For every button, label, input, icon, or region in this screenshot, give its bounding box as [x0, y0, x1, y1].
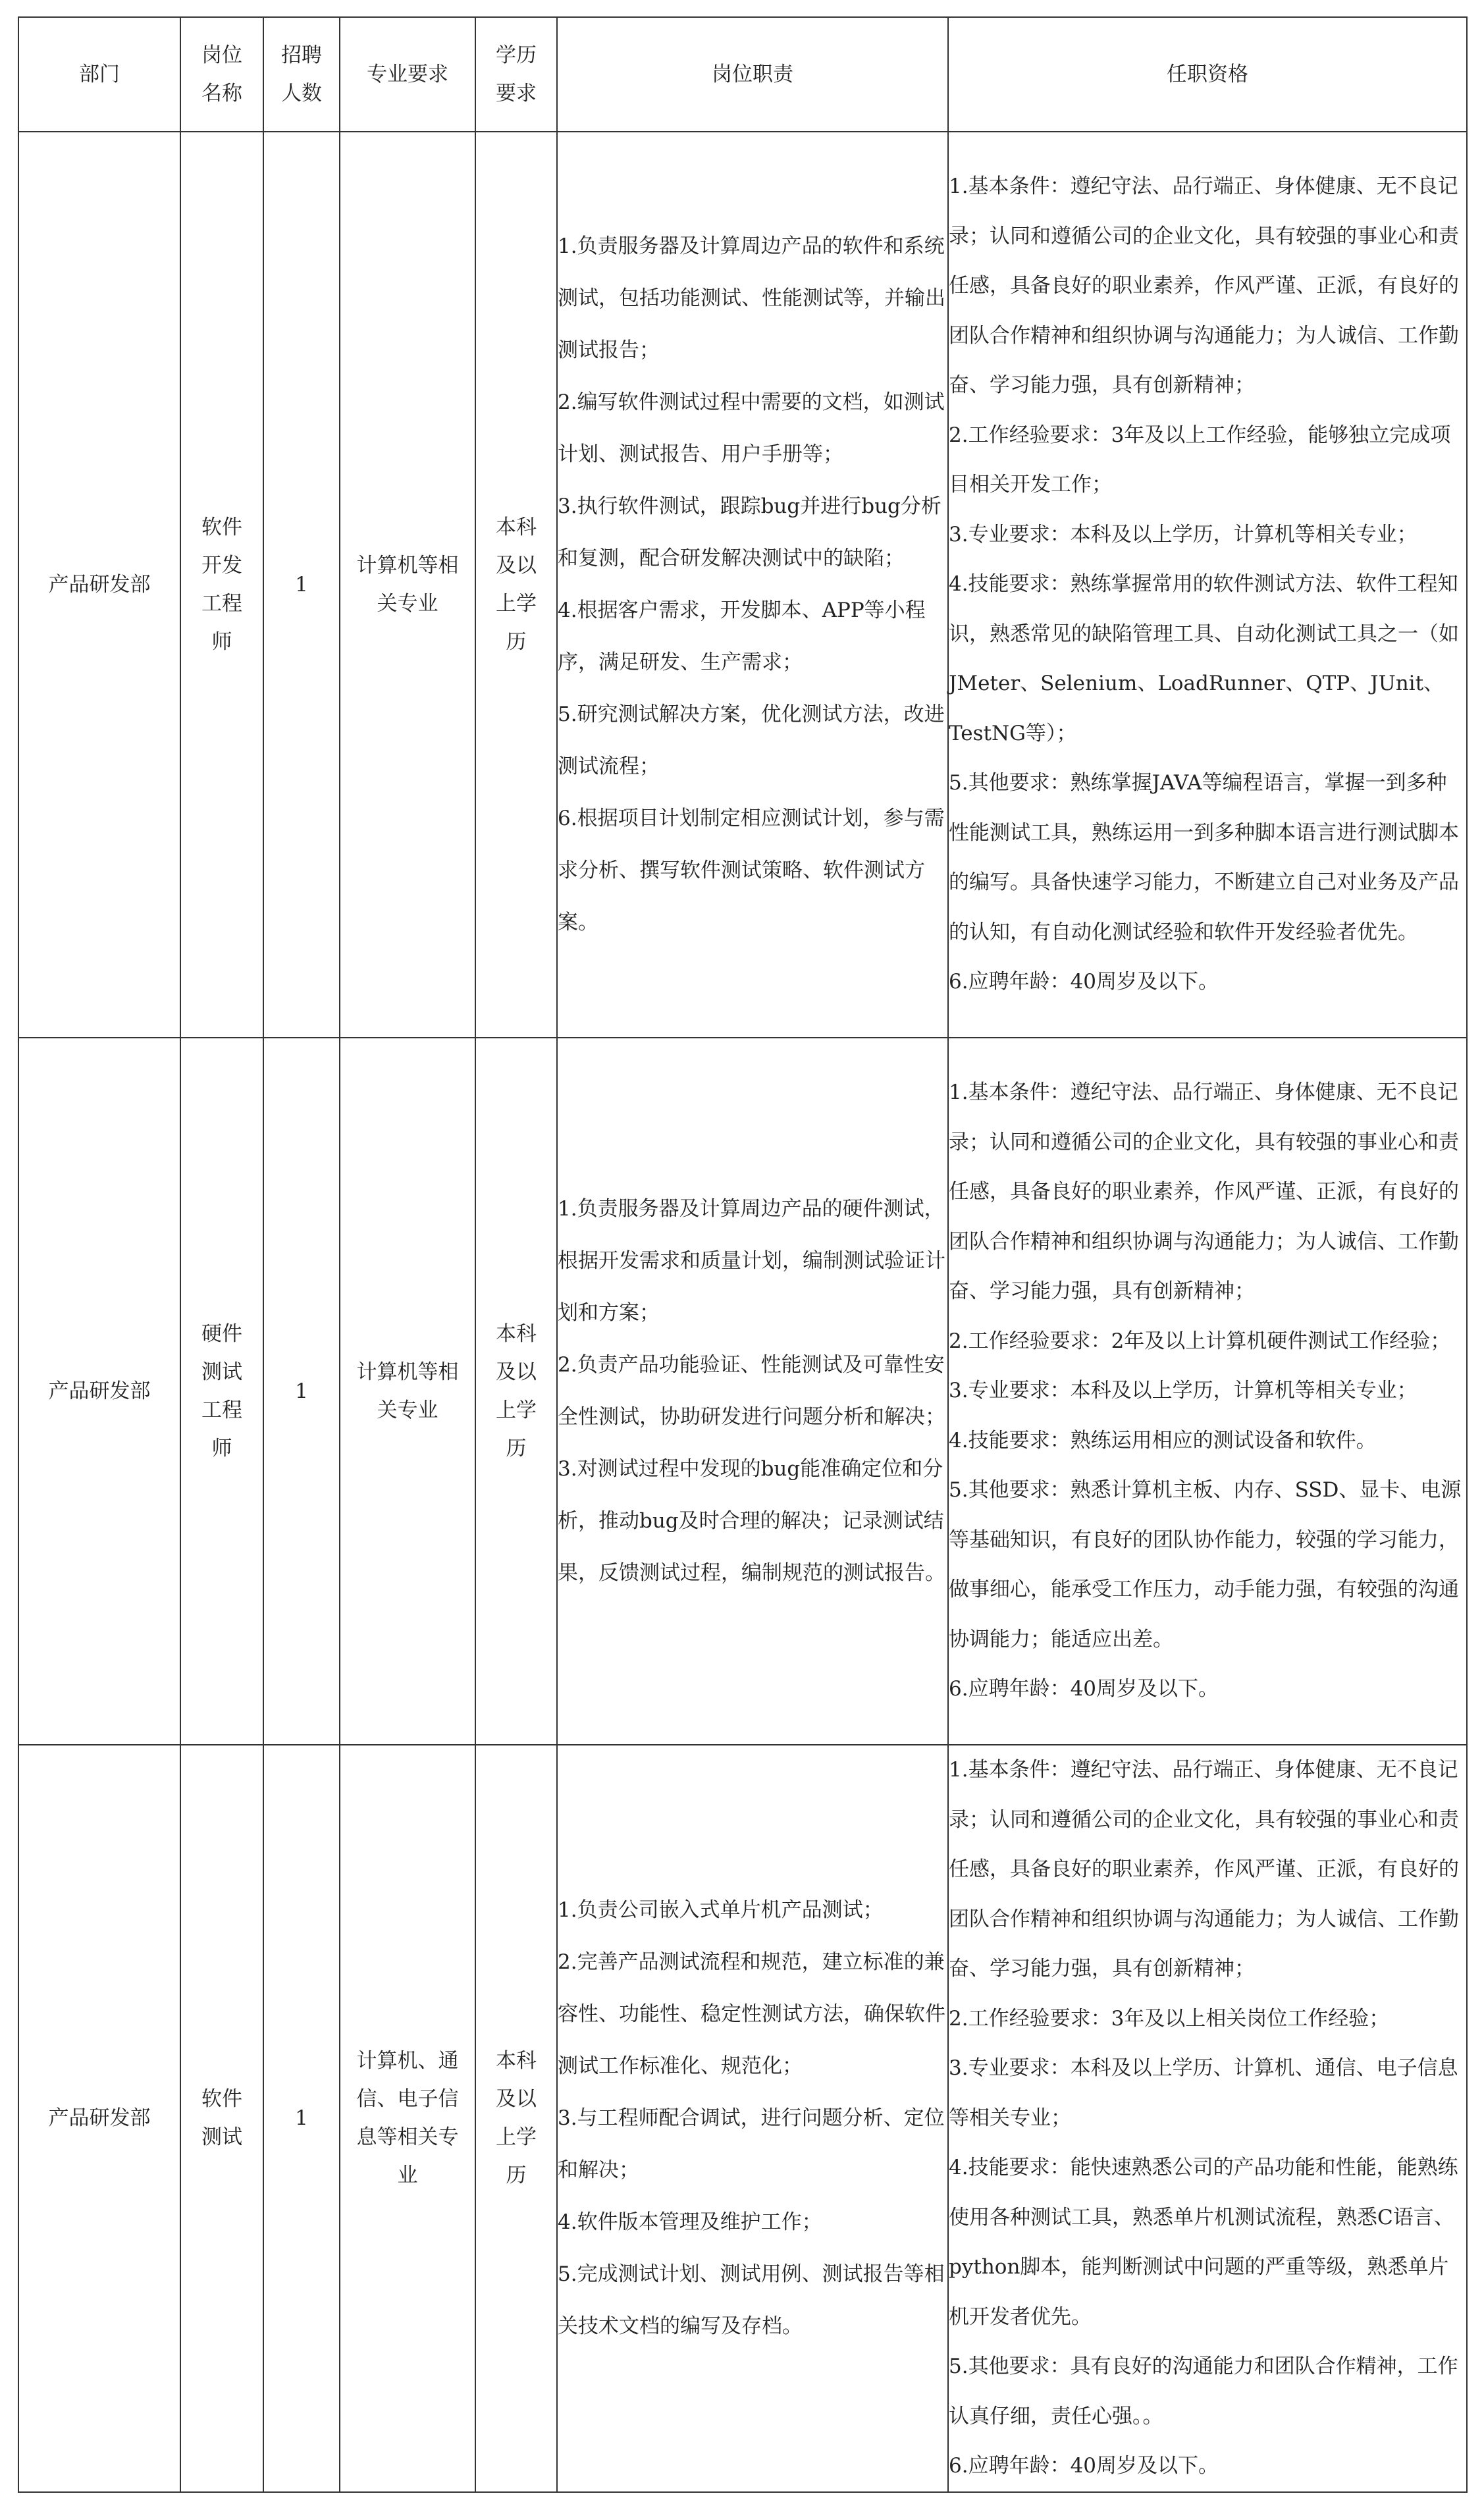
recruitment-table	[18, 16, 1468, 2493]
qualification-item: 5.其他要求：熟悉计算机主板、内存、SSD、显卡、电源等基础知识，有良好的团队协作能力，较强的学习能力，做事细心，能承受工作压力，动手能力强，有较强的沟通协调能力；能适应出差。	[949, 1478, 1462, 1651]
qualifications-cell	[948, 1038, 1467, 1745]
qualification-item: 6.应聘年龄：40周岁及以下。	[949, 970, 1219, 994]
duty-item: 6.根据项目计划制定相应测试计划，参与需求分析、撰写软件测试策略、软件测试方案。	[558, 807, 945, 934]
headcount-cell: 1	[263, 1745, 340, 2492]
duty-item: 4.根据客户需求，开发脚本、APP等小程序，满足研发、生产需求；	[558, 599, 926, 674]
header-qualifications: 任职资格	[948, 17, 1467, 132]
duty-item: 3.与工程师配合调试，进行问题分析、定位和解决；	[558, 2106, 945, 2182]
duty-item: 1.负责公司嵌入式单片机产品测试；	[558, 1898, 884, 1922]
duty-item: 5.完成测试计划、测试用例、测试报告等相关技术文档的编写及存档。	[558, 2262, 945, 2338]
duty-item: 1.负责服务器及计算周边产品的硬件测试，根据开发需求和质量计划，编制测试验证计划和方案；	[558, 1197, 945, 1325]
qualification-item: 3.专业要求：本科及以上学历，计算机等相关专业；	[949, 522, 1418, 546]
duties-cell	[557, 132, 948, 1038]
headcount-cell: 1	[263, 1038, 340, 1745]
dept-cell: 产品研发部	[18, 1745, 180, 2492]
qualification-item: 1.基本条件：遵纪守法、品行端正、身体健康、无不良记录；认同和遵循公司的企业文化，具有较强的事业心和责任感，具备良好的职业素养，作风严谨、正派，有良好的团队合作精神和组织协调与沟通能力；为人诚信、工作勤奋、学习能力强，具有创新精神；	[949, 1758, 1459, 1981]
table-row	[18, 1038, 1467, 1745]
major-cell: 计算机、通信、电子信息等相关专业	[340, 1745, 475, 2492]
header-major: 专业要求	[340, 17, 475, 132]
duty-item: 3.执行软件测试，跟踪bug并进行bug分析和复测，配合研发解决测试中的缺陷；	[558, 494, 941, 570]
qualification-item: 3.专业要求：本科及以上学历，计算机等相关专业；	[949, 1379, 1418, 1403]
education-cell: 本科及以上学历	[475, 1745, 557, 2492]
header-duties: 岗位职责	[557, 17, 948, 132]
qualification-item: 4.技能要求：熟练运用相应的测试设备和软件。	[949, 1428, 1377, 1452]
duty-item: 2.编写软件测试过程中需要的文档，如测试计划、测试报告、用户手册等；	[558, 390, 945, 466]
education-cell: 本科及以上学历	[475, 1038, 557, 1745]
qualification-item: 6.应聘年龄：40周岁及以下。	[949, 1677, 1219, 1701]
header-dept: 部门	[18, 17, 180, 132]
position-cell: 硬件测试工程师	[180, 1038, 263, 1745]
qualification-item: 1.基本条件：遵纪守法、品行端正、身体健康、无不良记录；认同和遵循公司的企业文化，具有较强的事业心和责任感，具备良好的职业素养，作风严谨、正派，有良好的团队合作精神和组织协调与沟通能力；为人诚信、工作勤奋、学习能力强，具有创新精神；	[949, 1080, 1459, 1304]
dept-cell: 产品研发部	[18, 132, 180, 1038]
qualification-item: 4.技能要求：能快速熟悉公司的产品功能和性能，能熟练使用各种测试工具，熟悉单片机测试流程，熟悉C语言、python脚本，能判断测试中问题的严重等级，熟悉单片机开发者优先。	[949, 2156, 1458, 2329]
education-cell: 本科及以上学历	[475, 132, 557, 1038]
qualification-item: 5.其他要求：具有良好的沟通能力和团队合作精神，工作认真仔细，责任心强。。	[949, 2355, 1458, 2428]
position-cell: 软件开发工程师	[180, 132, 263, 1038]
qualifications-cell	[948, 1745, 1467, 2492]
table-row	[18, 1745, 1467, 2492]
duties-cell	[557, 1038, 948, 1745]
duty-item: 4.软件版本管理及维护工作；	[558, 2210, 822, 2234]
qualification-item: 2.工作经验要求：3年及以上相关岗位工作经验；	[949, 2006, 1390, 2031]
qualification-item: 2.工作经验要求：3年及以上工作经验，能够独立完成项目相关开发工作；	[949, 423, 1451, 497]
header-row	[18, 17, 1467, 132]
duties-cell	[557, 1745, 948, 2492]
qualification-item: 6.应聘年龄：40周岁及以下。	[949, 2454, 1219, 2478]
major-cell: 计算机等相关专业	[340, 132, 475, 1038]
header-position: 岗位名称	[180, 17, 263, 132]
table-row	[18, 132, 1467, 1038]
qualifications-cell	[948, 132, 1467, 1038]
duty-item: 5.研究测试解决方案，优化测试方法，改进测试流程；	[558, 703, 945, 778]
duty-item: 2.负责产品功能验证、性能测试及可靠性安全性测试，协助研发进行问题分析和解决；	[558, 1353, 945, 1429]
position-cell: 软件测试	[180, 1745, 263, 2492]
major-cell: 计算机等相关专业	[340, 1038, 475, 1745]
duty-item: 2.完善产品测试流程和规范，建立标准的兼容性、功能性、稳定性测试方法，确保软件测试工作标准化、规范化；	[558, 1950, 945, 2078]
header-education: 学历要求	[475, 17, 557, 132]
header-headcount: 招聘人数	[263, 17, 340, 132]
qualification-item: 5.其他要求：熟练掌握JAVA等编程语言，掌握一到多种性能测试工具，熟练运用一到多种脚本语言进行测试脚本的编写。具备快速学习能力，不断建立自己对业务及产品的认知，有自动化测试经验和软件开发经验者优先。	[949, 771, 1459, 944]
qualification-item: 4.技能要求：熟练掌握常用的软件测试方法、软件工程知识，熟悉常见的缺陷管理工具、自动化测试工具之一（如JMeter、Selenium、LoadRunner、QTP、JUnit、TestNG等）；	[949, 572, 1459, 745]
qualification-item: 2.工作经验要求：2年及以上计算机硬件测试工作经验；	[949, 1329, 1451, 1353]
dept-cell: 产品研发部	[18, 1038, 180, 1745]
duty-item: 1.负责服务器及计算周边产品的软件和系统测试，包括功能测试、性能测试等，并输出测试报告；	[558, 234, 945, 362]
duty-item: 3.对测试过程中发现的bug能准确定位和分析，推动bug及时合理的解决；记录测试结果，反馈测试过程，编制规范的测试报告。	[558, 1457, 945, 1585]
qualification-item: 1.基本条件：遵纪守法、品行端正、身体健康、无不良记录；认同和遵循公司的企业文化，具有较强的事业心和责任感，具备良好的职业素养，作风严谨、正派，有良好的团队合作精神和组织协调与沟通能力；为人诚信、工作勤奋、学习能力强，具有创新精神；	[949, 174, 1459, 398]
qualification-item: 3.专业要求：本科及以上学历、计算机、通信、电子信息等相关专业；	[949, 2056, 1458, 2130]
headcount-cell: 1	[263, 132, 340, 1038]
